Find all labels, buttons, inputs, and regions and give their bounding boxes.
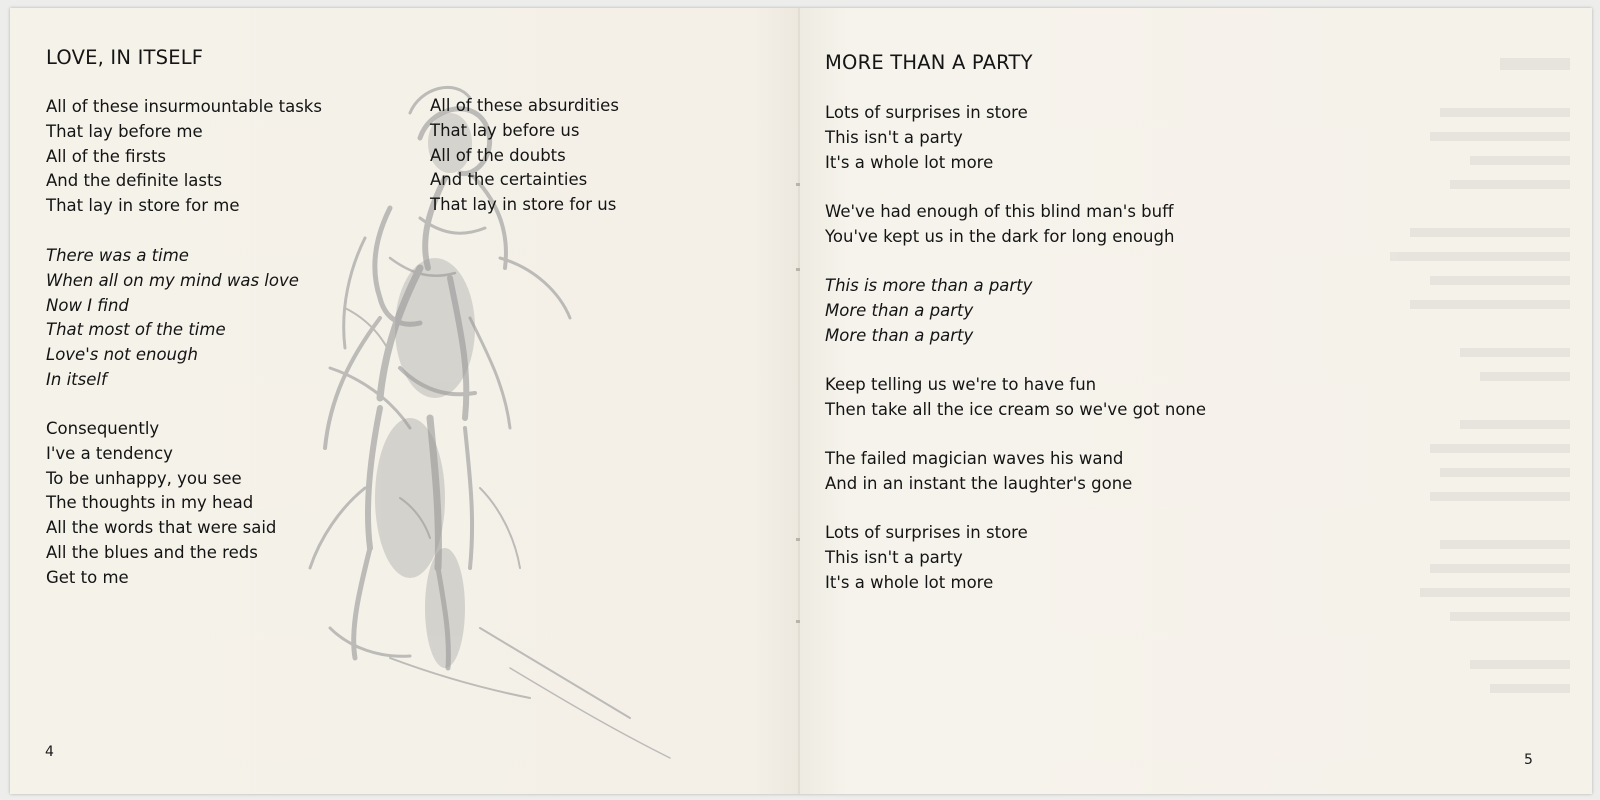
lyric-line: Now I find — [46, 295, 129, 315]
lyric-line: That lay in store for us — [430, 195, 617, 215]
lyric-stanza — [430, 94, 619, 218]
lyric-line: All of the doubts — [430, 145, 566, 165]
lyric-line: It's a whole lot more — [825, 152, 994, 172]
lyric-stanza — [46, 417, 276, 591]
lyric-line: Consequently — [46, 419, 160, 438]
lyric-line: Then take all the ice cream so we've got none — [825, 399, 1207, 419]
show-through-text — [1280, 48, 1580, 748]
lyric-stanza — [46, 95, 322, 219]
lyric-line: More than a party — [825, 325, 974, 345]
lyric-line: And the certainties — [430, 170, 588, 190]
lyric-line: And the definite lasts — [46, 171, 223, 191]
lyric-line: Get to me — [46, 567, 129, 587]
lyric-stanza — [825, 447, 1132, 497]
lyric-line: I've a tendency — [46, 443, 173, 463]
lyric-chorus — [825, 274, 1032, 348]
lyric-line: All of these absurdities — [430, 96, 619, 115]
lyric-line: In itself — [46, 369, 107, 389]
lyric-stanza — [825, 200, 1174, 250]
lyric-line: That most of the time — [46, 320, 226, 340]
lyric-line: That lay before me — [46, 121, 203, 141]
lyric-line: That lay before us — [430, 120, 580, 140]
lyric-line: The failed magician waves his wand — [825, 449, 1124, 468]
lyric-line: This is more than a party — [825, 276, 1033, 295]
lyric-line: And in an instant the laughter's gone — [825, 473, 1133, 493]
page-number: 5 — [1524, 752, 1533, 768]
song-title: MORE THAN A PARTY — [825, 51, 1033, 74]
lyric-booklet-spread — [10, 8, 1592, 794]
lyric-line: You've kept us in the dark for long enough — [825, 226, 1175, 246]
lyric-line: The thoughts in my head — [46, 493, 254, 513]
lyric-line: We've had enough of this blind man's buff — [825, 202, 1174, 221]
lyric-line: More than a party — [825, 300, 974, 320]
lyric-line: That lay in store for me — [46, 196, 240, 216]
lyric-line: When all on my mind was love — [46, 270, 299, 290]
lyric-line: This isn't a party — [825, 547, 963, 567]
lyric-line: Keep telling us we're to have fun — [825, 375, 1097, 394]
lyric-line: There was a time — [46, 246, 189, 265]
lyric-line: It's a whole lot more — [825, 572, 994, 592]
lyric-line: Lots of surprises in store — [825, 103, 1028, 122]
right-page — [800, 8, 1592, 794]
lyric-line: Lots of surprises in store — [825, 523, 1028, 542]
left-page — [10, 8, 800, 794]
lyric-line: All the blues and the reds — [46, 542, 258, 562]
lyric-line: All of these insurmountable tasks — [46, 97, 322, 116]
lyric-stanza — [825, 373, 1206, 423]
lyric-stanza — [825, 101, 1028, 175]
lyric-stanza — [825, 521, 1028, 595]
song-title: LOVE, IN ITSELF — [46, 46, 204, 69]
lyric-line: All the words that were said — [46, 518, 277, 538]
page-number: 4 — [45, 744, 54, 760]
lyric-line: All of the firsts — [46, 146, 167, 166]
lyric-line: To be unhappy, you see — [46, 468, 242, 488]
lyric-chorus — [46, 244, 299, 393]
lyric-line: Love's not enough — [46, 345, 198, 365]
lyric-line: This isn't a party — [825, 127, 963, 147]
